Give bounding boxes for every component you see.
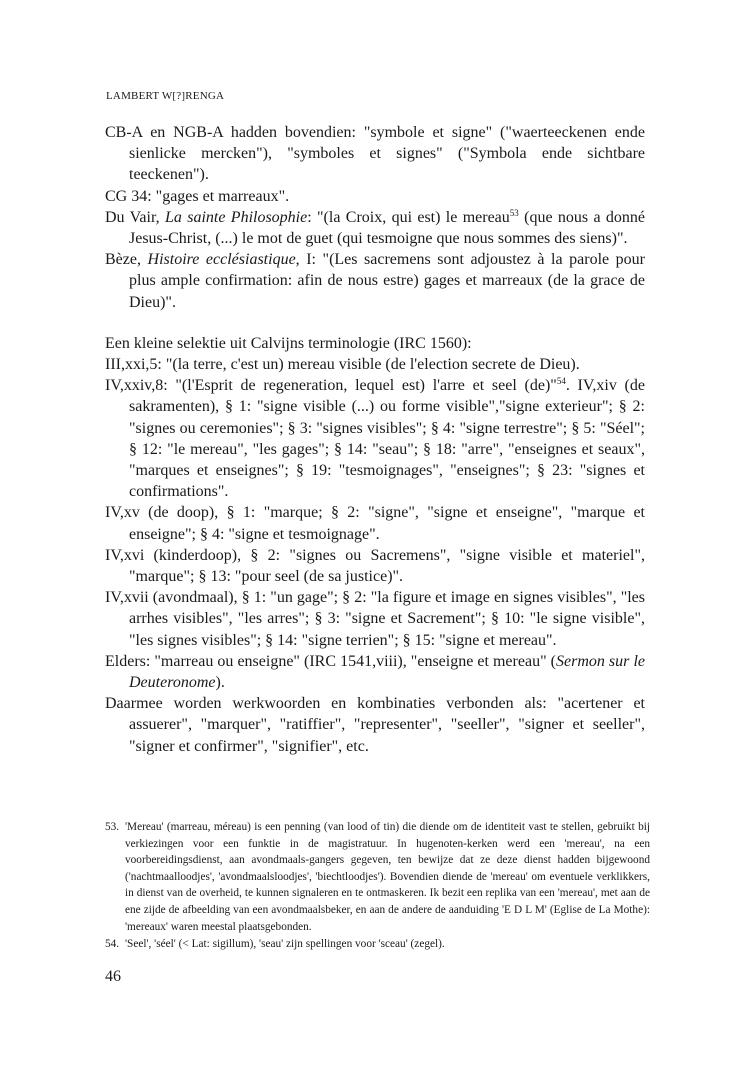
footnote-number: 53. [105, 821, 120, 833]
footnotes [105, 819, 650, 954]
entry-text: Elders: "marreau ou enseigne" (IRC 1541,viii), "enseigne et mereau" ( [105, 652, 556, 670]
footnote-54 [105, 936, 650, 953]
entry-text: Du Vair, [105, 208, 165, 226]
entry-text: III,xxi,5: "(la terre, c'est un) mereau visible (de l'election secrete de Dieu). [105, 356, 580, 374]
entry-daarmee [105, 693, 645, 757]
entry-text: . IV,xiv (de sakramenten), § 1: "signe visible (...) ou forme visible","signe exterieur"; § 2: "signes ou ceremonies"; § 3: "signes visibles"; § 4: "signe terrestre"; § 5: "Séel"; § 12: "le mereau", "les gages"; § 14: "seau"; § 18: "arre", "enseignes et seaux", "marques et enseignes"; § 19: "tesmoignages", "enseignes"; § 23: "signes et confirmations". [129, 377, 645, 501]
work-title: Histoire ecclésiastique [147, 251, 296, 269]
entry-text: Daarmee worden werkwoorden en kombinaties verbonden als: "acertener et assuerer", "marquer", "ratiffier", "representer", "seeller", "signer et seeller", "signer et confirmer", "signifier", etc. [105, 695, 645, 755]
entry-iv-xv [105, 502, 645, 544]
footnote-number: 54. [105, 938, 120, 951]
entry-text: CB-A en NGB-A hadden bovendien: "symbole et signe" ("waerteeckenen ende sienlicke mercken"), "symboles et signes" ("Symbola ende sichtbare teeckenen"). [105, 124, 645, 184]
entry-text: Een kleine selektie uit Calvijns terminologie (IRC 1560): [105, 334, 472, 352]
footnote-ref-53: 53 [509, 207, 519, 218]
entry-text: ). [215, 674, 225, 692]
entry-text: IV,xv (de doop), § 1: "marque; § 2: "signe", "signe et enseigne", "marque et enseigne"; § 4: "signe et tesmoignage". [105, 504, 645, 543]
main-text [105, 122, 645, 757]
footnote-ref-54: 54 [556, 376, 566, 387]
entry-text: IV,xvi (kinderdoop), § 2: "signes ou Sacremens", "signe visible et materiel", "marque"; § 13: "pour seel (de sa justice)". [105, 546, 645, 586]
footnote-text: 'Mereau' (marreau, méreau) is een penning (van lood of tin) die diende om de identiteit vast te stellen, gebruikt bij verkiezingen voor een funktie in de magistratuur. In hugenoten-kerken werd een 'mereau', na een voorbereidingsdienst, aan avondmaals-gangers gegeven, ten bewijze dat ze deze dienst hadden bijgewoond ('nachtmaalloodjes', 'avondmaalsloodjes', 'biechtloodjes'). Bovendien diende de 'mereau' om eventuele verklikkers, in dienst van de overheid, te kunnen signaleren en te ontmaskeren. Ik bezit een replika van een 'mereau', met aan de ene zijde de afbeelding van een avondmaalsbeker, en aan de andere de aanduiding 'E D L M' (Eglise de La Mothe): 'mereaux' waren meestal plaatsgebonden. [125, 821, 650, 933]
entry-text: IV,xvii (avondmaal), § 1: "un gage"; § 2: "la figure et image en signes visibles", "les arrhes visibles", "les arres"; § 3: "signe et Sacrement"; § 10: "le signe visible", "les signes visibles"; § 14: "signe terrien"; § 15: "signe et mereau". [105, 589, 645, 649]
page-number: 46 [105, 968, 121, 985]
entry-iii-xxi [105, 354, 645, 375]
entry-iv-xxiv [105, 375, 645, 502]
paragraph-gap [105, 313, 645, 333]
entry-text: (que nous a donné Jesus-Christ, (...) le mot de guet (qui tesmoigne que nous sommes des siens)". [129, 208, 646, 248]
entry-text: Bèze, [105, 251, 148, 269]
footnote-53 [105, 819, 650, 935]
footnote-text: 'Seel', 'séel' (< Lat: sigillum), 'seau' zijn spellingen voor 'sceau' (zegel). [125, 938, 445, 951]
entry-text: , I: "(Les sacremens sont adjoustez à la parole pour plus ample confirmation: afin de nous estre) gages et marreaux (de la grace de Dieu)". [129, 251, 645, 311]
entry-beze [105, 249, 645, 313]
entry-text: : "(la Croix, qui est) le mereau [307, 208, 510, 226]
entry-du-vair [105, 207, 645, 249]
running-head: LAMBERT W[?]RENGA [106, 90, 225, 102]
entry-iv-xvi [105, 545, 645, 587]
entry-cg-34 [105, 186, 645, 207]
entry-iv-xvii [105, 587, 645, 651]
work-title: Sermon sur le Deuteronome [129, 652, 645, 692]
intro-line [105, 333, 645, 354]
work-title: La sainte Philosophie [164, 208, 308, 226]
entry-text: IV,xxiv,8: "(l'Esprit de regeneration, lequel est) l'arre et seel (de)" [105, 377, 557, 395]
entry-cb-a [105, 122, 645, 186]
entry-text: CG 34: "gages et marreaux". [105, 187, 290, 205]
entry-elders [105, 651, 645, 693]
